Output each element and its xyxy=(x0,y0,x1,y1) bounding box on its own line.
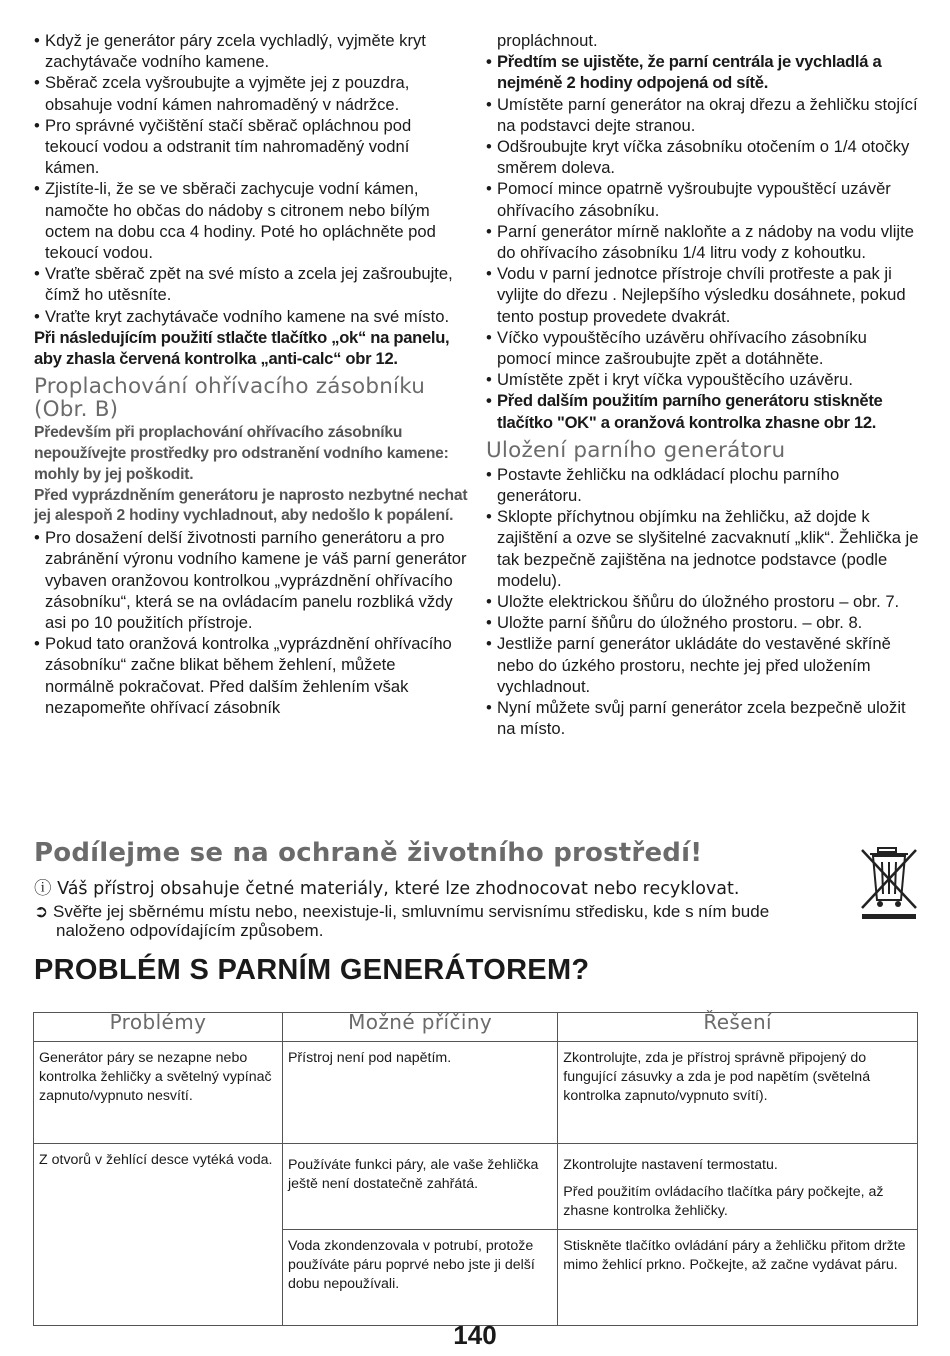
cause-cell: Používáte funkci páry, ale vaše žehlička ještě není dostatečně zahřátá. xyxy=(282,1144,557,1230)
environment-info-line xyxy=(34,875,739,900)
list-item: • Vraťte sběrač zpět na své místo a zcela jej zašroubujte, čímž ho utěsníte. xyxy=(34,263,468,305)
troubleshooting-table xyxy=(33,1012,918,1326)
list-item: • Nyní můžete svůj parní generátor zcela bezpečně uložit na místo. xyxy=(486,697,920,739)
table-header-row xyxy=(34,1013,918,1042)
cause-cell: Přístroj není pod napětím. xyxy=(282,1042,557,1144)
troubleshooting-title: PROBLÉM S PARNÍM GENERÁTOREM? xyxy=(34,954,590,986)
list-item: • Parní generátor mírně nakloňte a z nádoby na vodu vlijte do ohřívacího zásobníku 1/4 litru vody z kohoutku. xyxy=(486,221,920,263)
bold-note: Při následujícím použití stlačte tlačítko „ok“ na panelu, aby zhasla červená kontrolka „anti-calc“ obr 12. xyxy=(34,327,450,369)
table-row xyxy=(34,1144,918,1230)
environment-disposal-body: Svěřte jej sběrnému místu nebo, neexistuje-li, smluvnímu servisnímu středisku, kde s ním bude naloženo odpovídajícím způsobem. xyxy=(52,902,770,940)
warning-note: Především při proplachování ohřívacího zásobníku nepoužívejte prostředky pro odstranění vodního kamene: mohly by jej poškodit. xyxy=(34,424,449,483)
list-item: • Když je generátor páry zcela vychladlý, vyjměte kryt zachytávače vodního kamene. xyxy=(34,30,468,72)
flushing-steps-continued xyxy=(486,30,920,433)
list-item: • Sběrač zcela vyšroubujte a vyjměte jej z pouzdra, obsahuje vodní kámen nahromaděný v nádržce. xyxy=(34,72,468,114)
problem-cell: Z otvorů v žehlící desce vytéká voda. xyxy=(34,1144,283,1326)
list-item-continuation: propláchnout. xyxy=(497,31,598,50)
problem-cell: Generátor páry se nezapne nebo kontrolka žehličky a světelný vypínač zapnuto/vypnuto nesvítí. xyxy=(34,1042,283,1144)
solution-cell: Zkontrolujte, zda je přístroj správně připojený do fungující zásuvky a zda je pod napětím (světelná kontrolka zapnuto/vypnuto svítí). xyxy=(558,1042,918,1144)
list-item: • Pomocí mince opatrně vyšroubujte vypouštěcí uzávěr ohřívacího zásobníku. xyxy=(486,178,920,220)
column-header-causes: Možné příčiny xyxy=(282,1013,557,1042)
list-item-bold: • Před dalším použitím parního generátoru stiskněte tlačítko "OK" a oranžová kontrolka zhasne obr 12. xyxy=(486,390,920,432)
storage-steps xyxy=(486,464,920,740)
list-item: • Uložte elektrickou šňůru do úložného prostoru – obr. 7. xyxy=(486,591,920,612)
left-column xyxy=(34,30,468,718)
list-item: • Pro správné vyčištění stačí sběrač opláchnou pod tekoucí vodou a odstranit tím nahromaděný vodní kámen. xyxy=(34,115,468,179)
environment-info-text: Váš přístroj obsahuje četné materiály, které lze zhodnocovat nebo recyklovat. xyxy=(57,879,740,899)
solution-cell: Stiskněte tlačítko ovládání páry a žehličku přitom držte mimo žehlicí prkno. Počkejte, až začne vydávat páru. xyxy=(558,1230,918,1326)
table-row xyxy=(34,1042,918,1144)
arrow-icon: ➲ xyxy=(34,902,49,921)
list-item: • Umístěte zpět i kryt víčka vypouštěcího uzávěru. xyxy=(486,369,920,390)
environment-disposal-line xyxy=(34,902,834,940)
descaling-steps xyxy=(34,30,468,327)
cause-cell: Voda zkondenzovala v potrubí, protože používáte páru poprvé nebo jste ji delší dobu nepoužívali. xyxy=(282,1230,557,1326)
crossed-out-bin-icon xyxy=(858,846,920,920)
info-icon: ⓘ xyxy=(34,879,52,899)
column-header-solutions: Řešení xyxy=(558,1013,918,1042)
environment-disposal-text xyxy=(34,902,836,940)
right-column xyxy=(486,30,920,740)
list-item: • Vodu v parní jednotce přístroje chvíli protřeste a pak ji vylijte do dřezu . Nejlepšího výsledku dosáhnete, pokud tento postup provedete dvakrát. xyxy=(486,263,920,327)
list-item: • Odšroubujte kryt víčka zásobníku otočením o 1/4 otočky směrem doleva. xyxy=(486,136,920,178)
two-column-text xyxy=(34,30,918,820)
list-item: • Vraťte kryt zachytávače vodního kamene na své místo. xyxy=(34,306,468,327)
list-item: • Sklopte příchytnou objímku na žehličku, až dojde k zajištění a ozve se slyšitelné zacvaknutí „klik“. Žehlička je tak bezpečně zajištěna na jednotce podstavce (podle modelu). xyxy=(486,506,920,591)
section-heading-storage: Uložení parního generátoru xyxy=(486,437,786,463)
list-item-bold: • Předtím se ujistěte, že parní centrála je vychladlá a nejméně 2 hodiny odpojená od sítě. xyxy=(486,51,920,93)
solution-cell xyxy=(558,1144,918,1230)
list-item: • Zjistíte-li, že se ve sběrači zachycuje vodní kámen, namočte ho občas do nádoby s citronem nebo bílým octem na dobu cca 4 hodiny. Poté ho opláchněte pod tekoucí vodou. xyxy=(34,178,468,263)
list-item: • Postavte žehličku na odkládací plochu parního generátoru. xyxy=(486,464,920,506)
list-item: • Pokud tato oranžová kontrolka „vyprázdnění ohřívacího zásobníku“ začne blikat během žehlení, můžete normálně pokračovat. Před dalším žehlením však nezapomeňte ohřívací zásobník xyxy=(34,633,468,718)
list-item: • Uložte parní šňůru do úložného prostoru. – obr. 8. xyxy=(486,612,920,633)
list-item: • Víčko vypouštěcího uzávěru ohřívacího zásobníku pomocí mince zašroubujte zpět a dotáhněte. xyxy=(486,327,920,369)
solution-text: Zkontrolujte nastavení termostatu. xyxy=(563,1157,778,1173)
solution-text: Před použitím ovládacího tlačítka páry počkejte, až zhasne kontrolka žehličky. xyxy=(563,1184,884,1219)
list-item: • Pro dosažení delší životnosti parního generátoru a pro zabránění výronu vodního kamene je váš parní generátor vybaven oranžovou kontrolkou „vyprázdnění ohřívacího zásobníku“, která se na ovládacím panelu rozbliká vždy asi po 10 použitích přístroje. xyxy=(34,527,468,633)
list-item: • Jestliže parní generátor ukládáte do vestavěné skříně nebo do úzkého prostoru, nechte jej před uložením vychladnout. xyxy=(486,633,920,697)
column-header-problems: Problémy xyxy=(34,1013,283,1042)
section-heading-flushing: Proplachování ohřívacího zásobníku (Obr. B) xyxy=(34,374,426,423)
list-item: • Umístěte parní generátor na okraj dřezu a žehličku stojící na podstavci dejte stranou. xyxy=(486,94,920,136)
flushing-steps xyxy=(34,527,468,718)
page-number: 140 xyxy=(453,1320,497,1350)
warning-note: Před vyprázdněním generátoru je naprosto nezbytné nechat jej alespoň 2 hodiny vychladnout, aby nedošlo k popálení. xyxy=(34,486,468,525)
environment-title: Podílejme se na ochraně životního prostředí! xyxy=(34,838,703,868)
